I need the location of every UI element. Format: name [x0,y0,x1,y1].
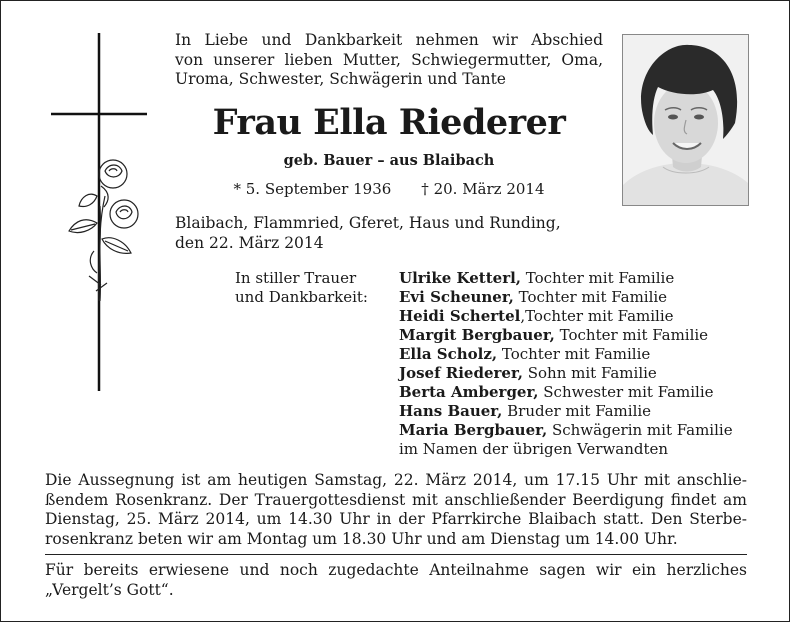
deceased-subtitle: geb. Bauer – aus Blaibach [283,152,495,169]
list-item [399,326,759,345]
mourners-label-line: In stiller Trauer [235,269,357,287]
mourners-label [235,269,395,307]
intro-line: In Liebe und Dankbarkeit nehmen wir Abschied [175,31,603,49]
mourner-name: Ella Scholz, [399,345,498,363]
birth-date: * 5. September 1936 [233,180,392,198]
list-item [399,364,759,383]
mourner-name: Heidi Schertel [399,307,521,325]
service-line: ßendem Rosenkranz. Der Trauergottesdienst mit anschließender Beerdigung findet am [45,490,747,509]
mourner-relation: Bruder mit Familie [502,402,652,420]
intro-text [175,31,603,90]
service-line: Die Aussegnung ist am heutigen Samstag, 22. März 2014, um 17.15 Uhr mit anschlie- [45,471,747,489]
mourner-relation: Sohn mit Familie [522,364,657,382]
cross-with-rose-icon [1,1,171,401]
list-item [399,421,759,440]
place-line: Blaibach, Flammried, Gferet, Haus und Runding, [175,214,561,232]
service-line: Dienstag, 25. März 2014, um 14.30 Uhr in der Pfarrkirche Blaibach statt. Den Sterbe- [45,510,747,528]
list-item [399,345,759,364]
mourner-relation: Tochter mit Familie [521,269,675,287]
life-dates [175,179,603,199]
intro-line: Uroma, Schwester, Schwägerin und Tante [175,70,506,88]
mourner-relation: Schwester mit Familie [538,383,714,401]
place-date [175,214,603,253]
mourner-name: Josef Riederer, [399,364,523,382]
deceased-name: Frau Ella Riederer [212,102,566,143]
divider [45,554,747,555]
mourner-name: Ulrike Ketterl, [399,269,522,287]
intro-line: von unserer lieben Mutter, Schwiegermutter, Oma, [175,50,603,69]
date-line: den 22. März 2014 [175,233,324,252]
mourner-name: Maria Bergbauer, [399,421,548,439]
portrait-photo [622,34,749,206]
mourner-relation: Schwägerin mit Familie [547,421,733,439]
mourner-name: Hans Bauer, [399,402,503,420]
mourner-relation: ,Tochter mit Familie [520,307,674,325]
death-date: † 20. März 2014 [421,180,545,198]
thanks-text [45,561,747,600]
mourner-relation: Tochter mit Familie [513,288,668,306]
mourner-relation: Tochter mit Familie [554,326,709,344]
list-item [399,307,759,326]
mourners-closing: im Namen der übrigen Verwandten [399,440,669,458]
mourners-list [399,269,759,459]
mourners-label-line: und Dankbarkeit: [235,288,368,306]
list-item [399,269,759,288]
thanks-line: Für bereits erwiesene und noch zugedachte Anteilnahme sagen wir ein herzliches [45,561,747,579]
thanks-line: „Vergelt’s Gott“. [45,580,174,599]
service-line: rosenkranz beten wir am Montag um 18.30 Uhr und am Dienstag um 14.00 Uhr. [45,529,678,548]
service-info [45,471,747,549]
list-item [399,402,759,421]
mourner-name: Berta Amberger, [399,383,539,401]
list-item [399,288,759,307]
list-item [399,383,759,402]
mourner-relation: Tochter mit Familie [497,345,651,363]
mourner-name: Margit Bergbauer, [399,326,555,344]
mourner-name: Evi Scheuner, [399,288,514,306]
